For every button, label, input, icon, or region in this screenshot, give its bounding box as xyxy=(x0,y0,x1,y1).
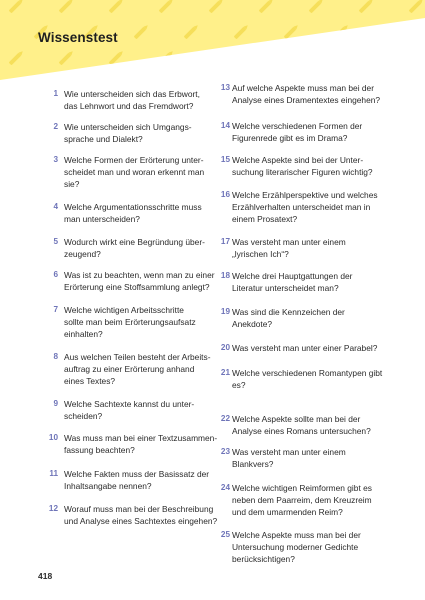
question-number: 3 xyxy=(53,155,58,164)
question-text: Auf welche Aspekte muss man bei der Analyse eines Dramentextes eingehen? xyxy=(232,83,381,105)
pencil-icon xyxy=(309,53,322,66)
question-text: Worauf muss man bei der Beschreibung und Analyse eines Sachtextes eingehen? xyxy=(64,504,218,526)
question-text: Welche Formen der Erörterung unter- scheidet man und woran erkennt man sie? xyxy=(64,155,205,189)
pencil-icon xyxy=(59,53,72,66)
question-text: Welche Erzählperspektive und welches Erzählverhalten unterscheidet man in einem Prosatext? xyxy=(232,190,378,224)
pencil-icon xyxy=(59,1,72,14)
question-text: Welche Argumentationsschritte muss man unterscheiden? xyxy=(64,202,202,224)
question-text: Was muss man bei einer Textzusammen- fassung beachten? xyxy=(64,433,218,455)
pencil-icon xyxy=(384,27,397,40)
question-number: 16 xyxy=(220,190,230,199)
pencil-icon xyxy=(309,1,322,14)
pencil-icon xyxy=(284,27,297,40)
question-number: 20 xyxy=(220,343,230,352)
question-text: Was versteht man unter einer Parabel? xyxy=(232,343,378,353)
question-text: Welche verschiedenen Romantypen gibt es? xyxy=(232,368,383,390)
pencil-icon xyxy=(209,1,222,14)
pencil-icon xyxy=(184,27,197,40)
question-number: 19 xyxy=(220,307,230,316)
question-text: Welche verschiedenen Formen der Figurenrede gibt es im Drama? xyxy=(232,121,363,143)
question-number: 11 xyxy=(49,469,58,478)
question-text: Welche Aspekte sind bei der Unter- suchung literarischer Figuren wichtig? xyxy=(232,155,373,177)
question-number: 17 xyxy=(220,237,230,246)
question-number: 1 xyxy=(53,89,58,98)
question-number: 4 xyxy=(53,202,58,211)
question-text: Wie unterscheiden sich das Erbwort, das Lehnwort und das Fremdwort? xyxy=(64,89,200,111)
page-title: Wissenstest xyxy=(38,30,118,45)
question-text: Welche wichtigen Reimformen gibt es neben dem Paarreim, dem Kreuzreim und dem umarmenden Reim? xyxy=(232,483,372,517)
question-number: 9 xyxy=(53,399,58,408)
question-text: Wodurch wirkt eine Begründung über- zeugend? xyxy=(64,237,205,259)
question-text: Wie unterscheiden sich Umgangs- sprache und Dialekt? xyxy=(64,122,192,144)
question-number: 15 xyxy=(220,155,230,164)
pencil-icon xyxy=(9,1,22,14)
pencil-icon xyxy=(9,53,22,66)
pencil-icon xyxy=(109,53,122,66)
question-number: 24 xyxy=(220,483,230,492)
question-number: 13 xyxy=(220,83,230,92)
pencil-icon xyxy=(259,1,272,14)
question-number: 5 xyxy=(53,237,58,246)
pencil-icon xyxy=(409,53,422,66)
question-number: 10 xyxy=(48,433,58,442)
pencil-icon xyxy=(409,1,422,14)
question-number: 23 xyxy=(220,447,230,456)
question-text: Was ist zu beachten, wenn man zu einer Erörterung eine Stoffsammlung anlegt? xyxy=(64,270,215,292)
question-text: Aus welchen Teilen besteht der Arbeits- auftrag zu einer Erörterung anhand eines Textes? xyxy=(64,352,211,386)
question-number: 2 xyxy=(53,122,58,131)
question-number: 14 xyxy=(220,121,230,130)
question-text: Welche Aspekte muss man bei der Untersuchung moderner Gedichte berücksichtigen? xyxy=(232,530,361,564)
pencil-icon xyxy=(359,1,372,14)
question-text: Welche Aspekte sollte man bei der Analyse eines Romans untersuchen? xyxy=(232,414,371,436)
pencil-icon xyxy=(234,27,247,40)
question-number: 21 xyxy=(220,368,230,377)
question-text: Welche Fakten muss der Basissatz der Inhaltsangabe nennen? xyxy=(64,469,210,491)
question-number: 22 xyxy=(220,414,230,423)
question-number: 18 xyxy=(220,271,230,280)
pencil-icon xyxy=(159,1,172,14)
question-text: Welche drei Hauptgattungen der Literatur unterscheidet man? xyxy=(232,271,353,293)
question-text: Welche wichtigen Arbeitsschritte sollte man beim Erörterungsaufsatz einhalten? xyxy=(64,305,196,339)
question-number: 7 xyxy=(53,305,58,314)
pencil-icon xyxy=(209,53,222,66)
question-text: Was versteht man unter einem „lyrischen Ich“? xyxy=(232,237,346,259)
pencil-icon xyxy=(159,53,172,66)
pencil-icon xyxy=(259,53,272,66)
question-text: Was sind die Kennzeichen der Anekdote? xyxy=(232,307,345,329)
pencil-icon xyxy=(134,27,147,40)
question-number: 25 xyxy=(220,530,230,539)
question-text: Was versteht man unter einem Blankvers? xyxy=(232,447,346,469)
pencil-icon xyxy=(109,1,122,14)
page-number: 418 xyxy=(38,571,53,581)
question-number: 8 xyxy=(53,352,58,361)
question-number: 6 xyxy=(53,270,58,279)
pencil-icon xyxy=(334,27,347,40)
pencil-icon xyxy=(359,53,372,66)
question-text: Welche Sachtexte kannst du unter- scheiden? xyxy=(64,399,195,421)
question-number: 12 xyxy=(48,504,58,513)
